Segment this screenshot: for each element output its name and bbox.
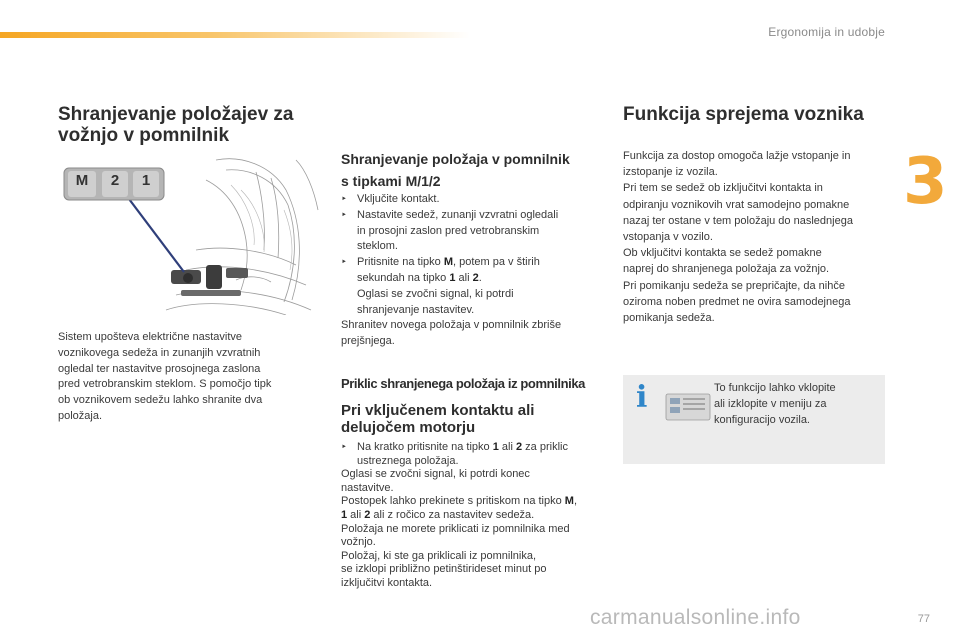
recall-line: Položaja ne morete priklicati iz pomnilnika med bbox=[341, 522, 570, 535]
left-body-line: ogledal ter nastavitve prosojnega zaslona bbox=[58, 362, 261, 375]
left-body-line: položaja. bbox=[58, 409, 103, 422]
bullet-text bbox=[357, 255, 540, 318]
bullet-item bbox=[341, 208, 606, 255]
left-body bbox=[58, 330, 313, 425]
text-run: ustreznega položaja. bbox=[357, 454, 459, 467]
store-note-line: prejšnjega. bbox=[341, 335, 395, 348]
bullet-text bbox=[357, 208, 558, 255]
key-2: 2 bbox=[472, 271, 479, 284]
key-1: 1 bbox=[449, 271, 456, 284]
store-heading-line1: Shranjevanje položaja v pomnilnik bbox=[341, 151, 570, 167]
header-accent-bar bbox=[0, 32, 470, 38]
text-run: sekundah na tipko bbox=[357, 271, 450, 284]
left-body-line: pred vetrobranskim steklom. S pomočjo tipk bbox=[58, 378, 272, 391]
text-run: . bbox=[478, 271, 482, 284]
bullet-item bbox=[341, 192, 606, 208]
right-body-line: naprej do shranjenega položaja za vožnjo. bbox=[623, 263, 830, 276]
bullet-arrow-icon: ‣ bbox=[341, 209, 347, 221]
bullet-item bbox=[341, 441, 611, 468]
ignition-heading-line1: Pri vključenem kontaktu ali bbox=[341, 402, 535, 419]
text-run: shranjevanje nastavitev. bbox=[357, 303, 475, 316]
text-run: ali bbox=[498, 441, 516, 453]
store-heading bbox=[341, 148, 606, 192]
ignition-heading-line2: delujočem motorju bbox=[341, 419, 476, 436]
text-run: Pritisnite na tipko bbox=[357, 256, 444, 269]
key-1: 1 bbox=[492, 441, 499, 453]
key-1: 1 bbox=[341, 508, 348, 521]
section-title: Ergonomija in udobje bbox=[768, 25, 885, 39]
right-body bbox=[623, 148, 888, 326]
key-2: 2 bbox=[364, 508, 371, 521]
ignition-heading bbox=[341, 402, 534, 436]
text-run: Postopek lahko prekinete s pritiskom na tipko bbox=[341, 495, 565, 508]
right-body-line: Funkcija za dostop omogoča lažje vstopanje in bbox=[623, 150, 851, 162]
bullet-arrow-icon: ‣ bbox=[341, 194, 347, 205]
text-run: ali z ročico za nastavitev sedeža. bbox=[370, 508, 535, 521]
text-run: Oglasi se zvočni signal, ki potrdi bbox=[357, 287, 514, 300]
recall-instructions bbox=[341, 441, 611, 591]
store-instructions bbox=[341, 192, 606, 350]
bullet-item bbox=[341, 255, 606, 318]
left-body-line: Sistem upošteva električne nastavitve bbox=[58, 331, 243, 343]
bullet-line: Nastavite sedež, zunanji vzvratni ogledali bbox=[357, 208, 559, 221]
right-body-line: oziroma noben predmet ne ovira samodejnega bbox=[623, 295, 851, 308]
right-body-line: Pri tem se sedež ob izključitvi kontakta in bbox=[623, 182, 823, 195]
right-body-line: odpiranju voznikovih vrat samodejno pomakne bbox=[623, 198, 850, 211]
left-body-line: voznikovega sedeža in zunanjih vzvratnih bbox=[58, 346, 261, 359]
right-body-line: vstopanja v vozilo. bbox=[623, 231, 713, 244]
text-run: za priklic bbox=[522, 441, 568, 453]
info-icon: i bbox=[636, 380, 648, 415]
right-body-line: izstopanje iz vozila. bbox=[623, 166, 718, 179]
right-heading: Funkcija sprejema voznika bbox=[623, 104, 864, 125]
info-line: konfiguracijo vozila. bbox=[714, 414, 810, 426]
recall-heading: Priklic shranjenega položaja iz pomnilnika bbox=[341, 376, 585, 391]
memory-button-1: 1 bbox=[141, 172, 151, 189]
bullet-line: in prosojni zaslon pred vetrobranskim bbox=[357, 224, 540, 237]
text-run: , bbox=[573, 495, 578, 508]
left-body-line: ob voznikovem sedežu lahko shranite dva bbox=[58, 394, 263, 407]
recall-line: Položaj, ki ste ga priklicali iz pomnilnika, bbox=[341, 549, 537, 562]
key-m: M bbox=[564, 495, 574, 508]
recall-line: izključitvi kontakta. bbox=[341, 576, 433, 589]
right-body-line: nazaj ter ostane v tem položaju do naslednjega bbox=[623, 214, 853, 227]
memory-button-2: 2 bbox=[110, 172, 120, 189]
store-heading-line2: s tipkami M/1/2 bbox=[341, 173, 441, 189]
bullet-text bbox=[357, 441, 568, 468]
bullet-text: Vključite kontakt. bbox=[357, 193, 440, 205]
seat-memory-illustration bbox=[56, 150, 320, 315]
info-box bbox=[623, 375, 885, 464]
bullet-line: steklom. bbox=[357, 240, 398, 253]
left-heading-line2: vožnjo v pomnilnik bbox=[58, 125, 230, 146]
text-run: ali bbox=[455, 271, 473, 284]
watermark: carmanualsonline.info bbox=[590, 606, 801, 629]
recall-line: vožnjo. bbox=[341, 536, 376, 549]
recall-line: nastavitve. bbox=[341, 481, 394, 494]
store-note-line: Shranitev novega položaja v pomnilnik zbriše bbox=[341, 319, 562, 332]
left-heading bbox=[58, 104, 293, 146]
recall-line bbox=[341, 495, 611, 509]
key-m: M bbox=[443, 256, 453, 269]
right-body-line: Ob vključitvi kontakta se sedež pomakne bbox=[623, 247, 822, 260]
text-run: , potem pa v štirih bbox=[453, 256, 540, 269]
right-body-line: pomikanja sedeža. bbox=[623, 312, 715, 325]
page-number: 77 bbox=[917, 613, 930, 625]
recall-line: Oglasi se zvočni signal, ki potrdi konec bbox=[341, 468, 530, 481]
key-2: 2 bbox=[515, 441, 523, 453]
display-screen-icon bbox=[660, 391, 712, 421]
info-text bbox=[714, 380, 874, 428]
right-body-line: Pri pomikanju sedeža se prepričajte, da nihče bbox=[623, 279, 845, 292]
recall-line: se izklopi približno petinštirideset minut po bbox=[341, 563, 547, 576]
bullet-arrow-icon: ‣ bbox=[341, 257, 347, 269]
info-line: ali izklopite v meniju za bbox=[714, 398, 827, 410]
left-heading-line1: Shranjevanje položajev za bbox=[58, 104, 294, 125]
text-run: ali bbox=[347, 508, 365, 521]
chapter-number: 3 bbox=[903, 145, 948, 219]
text-run: Na kratko pritisnite na tipko bbox=[357, 441, 493, 453]
recall-line bbox=[341, 509, 611, 523]
info-line: To funkcijo lahko vklopite bbox=[714, 382, 836, 394]
bullet-arrow-icon: ‣ bbox=[341, 442, 347, 453]
memory-button-m: M bbox=[75, 172, 89, 189]
